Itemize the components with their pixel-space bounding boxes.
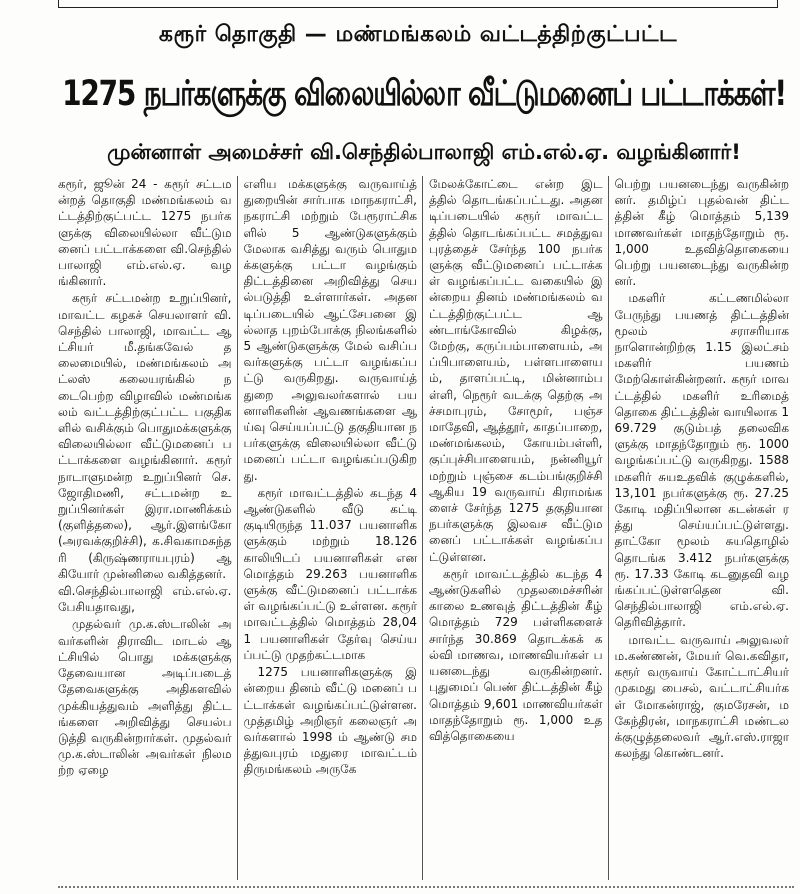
paragraph: எளிய மக்களுக்கு வருவாய்த் துறையின் சார்பாக மாநகராட்சி, நகராட்சி மற்றும் பேரூராட்சிகளில் 5 ஆண்டுகளுக்கும் மேலாக வசித்து வரும் பொதுமக்களுக்கு பட்டா வழங்கும் திட்டத்தினை அறிவித்து செயல்படுத்தி உள்ளார்கள். அதனடிப்படையில் ஆட்சேபனை இல்லாத புறம்போக்கு நிலங்களில் 5 ஆண்டுகளுக்கு மேல் வசிப்பவர்களுக்கு பட்டா வழங்கப்பட்டு வருகிறது. வருவாய்த் துறை அலுவலர்களால் பயனாளிகளின் ஆவணங்களை ஆய்வு செய்யப்பட்டு தகுதியான நபர்களுக்கு விலையில்லா வீட்டு மனைப் பட்டா வழங்கப்படுகிறது.	[243, 177, 417, 483]
paragraph: மேலக்கோட்டை என்ற இடத்தில் தொடங்கப்பட்டது. அதனடிப்படையில் கரூர் மாவட்டத்தில் தொடங்கப்பட்ட சமத்துவபுரத்தைச் சேர்ந்த 100 நபர்களுக்கு வீட்டுமனைப் பட்டாக்கள் வழங்கப்பட்ட வகையில் இன்றைய தினம் மண்மங்கலம் வட்டத்திற்குட்பட்ட ஆண்டாங்கோவில் கிழக்கு, மேற்கு, கருப்பம்பாளையம், அப்பிபாளையம், பள்ளபாளையம், தாளப்பட்டி, மின்னாம்பள்ளி, நெரூர் வடக்கு தெற்கு அச்சமாபுரம், சோமூர், பஞ்சமாதேவி, ஆத்தூர், காதப்பாறை, மண்மங்கலம், கோயம்பள்ளி, குப்புச்சிபாளையம், நன்னியூர் மற்றும் புஞ்சை கடம்பங்குறிச்சி ஆகிய 19 வருவாய் கிராமங்களைச் சேர்ந்த 1275 தகுதியான நபர்களுக்கு இலவச வீட்டுமனைப் பட்டாக்கள் வழங்கப்பட்டுள்ளன.	[429, 177, 603, 564]
kicker: கரூர் தொகுதி — மண்மங்கலம் வட்டத்திற்குட்பட்ட	[158, 22, 678, 47]
bottom-dotted-divider	[58, 886, 794, 888]
paragraph: கரூர் சட்டமன்ற உறுப்பினர், மாவட்ட கழகச் செயலாளர் வி.செந்தில் பாலாஜி, மாவட்ட ஆட்சியர் மீ.தங்கவேல் தலைமையில், மண்மங்கலம் அட்லஸ் கலையரங்கில் நடைபெற்ற விழாவில் மண்மங்கலம் வட்டத்திற்குட்பட்ட பகுதிகளில் வசிக்கும் பொதுமக்களுக்கு விலையில்லா வீட்டுமனைப் பட்டாக்களை வழங்கினார். கரூர் நாடாளுமன்ற உறுப்பினர் செ.ஜோதிமணி, சட்டமன்ற உறுப்பினர்கள் இரா.மாணிக்கம் (குளித்தலை), ஆர்.இளங்கோ (அரவக்குறிச்சி), க.சிவகாமசுந்தரி (கிருஷ்ணராயபுரம்) ஆகியோர் முன்னிலை வகித்தனர்.	[58, 291, 232, 581]
paragraph: கரூர், ஜூன் 24 - கரூர் சட்டமன்றத் தொகுதி மண்மங்கலம் வட்டத்திற்குட்பட்ட 1275 நபர்களுக்கு விலையில்லா வீட்டுமனைப் பட்டாக்களை வி.செந்தில் பாலாஜி எம்.எல்.ஏ. வழங்கினார்.	[58, 177, 232, 289]
column-1	[58, 176, 238, 880]
subhead: முன்னாள் அமைச்சர் வி.செந்தில்பாலாஜி எம்.எல்.ஏ. வழங்கினார்!	[107, 139, 741, 164]
article-body	[58, 176, 794, 880]
headline: 1275 நபர்களுக்கு விலையில்லா வீட்டுமனைப் பட்டாக்கள்!	[62, 71, 786, 114]
paragraph: மகளிர் கட்டணமில்லா பேருந்து பயணத் திட்டத்தின் மூலம் சராசரியாக நாளொன்றிற்கு 1.15 இலட்சம் மகளிர் பயணம் மேற்கொள்கின்றனர். கரூர் மாவட்டத்தில் மகளிர் உரிமைத் தொகை திட்டத்தின் வாயிலாக 169.729 குடும்பத் தலைவிகளுக்கு மாதந்தோறும் ரூ. 1000 வழங்கப்பட்டு வருகிறது. 1588 மகளிர் சுயஉதவிக் குழுக்களில், 13,101 நபர்களுக்கு ரூ. 27.25 கோடி மதிப்பிலான கடன்கள் ரத்து செய்யப்பட்டுள்ளது. தாட்கோ மூலம் சுயதொழில் தொடங்க 3.412 நபர்களுக்கு ரூ. 17.33 கோடி கடனுதவி வழங்கப்பட்டுள்ளதென வி.செந்தில்பாலாஜி எம்.எல்.ஏ. தெரிவித்தார்.	[614, 291, 789, 630]
paragraph: 1275 பயனாளிகளுக்கு இன்றைய தினம் வீட்டு மனைப் பட்டாக்கள் வழங்கப்பட்டுள்ளன. முத்தமிழ் அறிஞர் கலைஞர் அவர்களால் 1998 ம் ஆண்டு சமத்துவபுரம் மதுரை மாவட்டம் திருமங்கலம் அருகே	[243, 665, 417, 777]
top-border	[58, 0, 778, 8]
paragraph: பெற்று பயனடைந்து வருகின்றனர். தமிழ்ப் புதல்வன் திட்டத்தின் கீழ் மொத்தம் 5,139 மாணவர்கள் மாதந்தோறும் ரூ. 1,000 உதவித்தொகையை பெற்று பயனடைந்து வருகின்றனர்.	[614, 177, 789, 289]
paragraph: மாவட்ட வருவாய் அலுவலர் ம.கண்ணன், மேயர் வெ.கவிதா, கரூர் வருவாய் கோட்டாட்சியர் முகமது பைசல், வட்டாட்சியர்கள் மோகன்ராஜ், குமரேசன், மகேந்திரன், மாநகராட்சி மண்டலக்குழுத்தலைவர் ஆர்.எஸ்.ராஜா கலந்து கொண்டனர்.	[614, 632, 789, 761]
paragraph: முதல்வர் மு.க.ஸ்டாலின் அவர்களின் திராவிட மாடல் ஆட்சியில் பொது மக்களுக்கு தேவையான அடிப்படைத் தேவைகளுக்கு அதிகளவில் முக்கியத்துவம் அளித்து திட்டங்களை அறிவித்து செயல்படுத்தி வருகின்றார்கள். முதல்வர் மு.க.ஸ்டாலின் அவர்கள் நிலமற்ற ஏழை	[58, 617, 232, 778]
column-2	[244, 176, 424, 880]
paragraph: கரூர் மாவட்டத்தில் கடந்த 4 ஆண்டுகளில் முதலமைச்சரின் காலை உணவுத் திட்டத்தின் கீழ் மொத்தம் 729 பள்ளிகளைச் சார்ந்த 30.869 தொடக்கக் கல்வி மாணவ, மாணவியர்கள் பயனடைந்து வருகின்றனர். புதுமைப் பெண் திட்டத்தின் கீழ் மொத்தம் 9,601 மாணவியர்கள் மாதந்தோறும் ரூ. 1,000 உதவித்தொகையை	[429, 566, 603, 743]
column-3	[429, 176, 609, 880]
column-4	[615, 176, 795, 880]
paragraph: வி.செந்தில்பாலாஜி எம்.எல்.ஏ. பேசியதாவது,	[58, 584, 232, 615]
paragraph: கரூர் மாவட்டத்தில் கடந்த 4 ஆண்டுகளில் வீடு கட்டி குடியிருந்த 11.037 பயனாளிகளுக்கும் மற்றும் 18.126 காலியிடப் பயனாளிகள் என மொத்தம் 29.263 பயனாளிகளுக்கு வீட்டுமனைப் பட்டாக்கள் வழங்கப்பட்டு உள்ளன. கரூர் மாவட்டத்தில் மொத்தம் 28,041 பயனாளிகள் தேர்வு செய்யப்பட்டு முதற்கட்டமாக	[243, 485, 417, 662]
